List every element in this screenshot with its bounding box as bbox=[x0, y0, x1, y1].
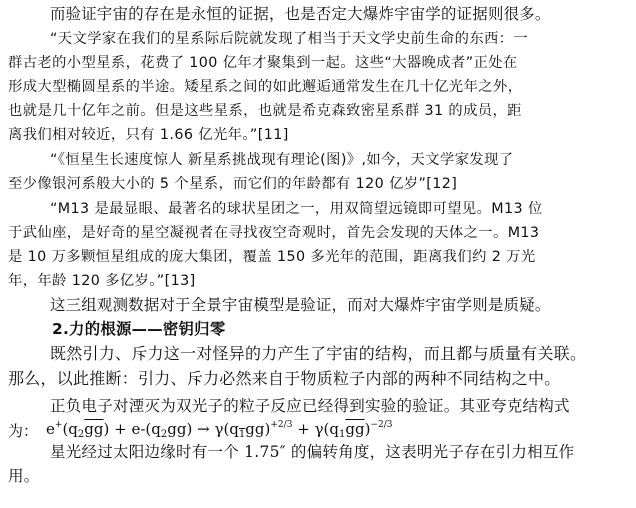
paragraph-4-line-1: 正负电子对湮灭为双光子的粒子反应已经得到实验的验证。其亚夸克结构式 bbox=[50, 397, 570, 415]
formula-label: 为： bbox=[8, 422, 39, 440]
quote-1-line-3: 形成大型椭圆星系的半途。矮星系之间的如此邂逅通常发生在几十亿光年之外， bbox=[8, 79, 523, 95]
quote-3-line-4: 年，年龄 120 多亿岁。”[13] bbox=[8, 273, 196, 289]
quote-3-line-1: “M13 是最显眼、最著名的球状星团之一，用双筒望远镜即可望见。M13 位 bbox=[50, 201, 543, 217]
quote-1-line-4: 也就是几十亿年之前。但是这些星系，也就是希克森致密星系群 31 的成员，距 bbox=[8, 103, 522, 119]
quark-formula bbox=[8, 402, 628, 442]
quote-2-line-1: “《恒星生长速度惊人 新星系挑战现有理论(图)》,如今，天文学家发现了 bbox=[50, 152, 514, 168]
quote-1-line-1: “天文学家在我们的星系际后院就发现了相当于天文学史前生命的东西：一 bbox=[50, 31, 529, 47]
paragraph-1: 而验证宇宙的存在是永恒的证据，也是否定大爆炸宇宙学的证据则很多。 bbox=[50, 5, 551, 23]
quote-3-line-2: 于武仙座，是好奇的星空凝视者在寻找夜空奇观时，首先会发现的天体之一。M13 bbox=[8, 225, 540, 241]
quote-1-line-2: 群古老的小型星系，花费了 100 亿年才聚集到一起。这些“大器晚成者”正处在 bbox=[8, 55, 518, 71]
paragraph-3-line-1: 既然引力、斥力这一对怪异的力产生了宇宙的结构，而且都与质量有关联。 bbox=[50, 344, 587, 363]
paragraph-5-line-1: 星光经过太阳边缘时有一个 1.75″ 的偏转角度，这表明光子存在引力相互作 bbox=[50, 443, 575, 461]
formula-expression: $e^+(q_2\overline{gg}) + e-(q_2gg) \to \gamma(q_1gg)^{+2/3} + \gamma(q_1\overline{gg})^{-2/3}$ bbox=[46, 420, 393, 440]
section-heading: 2.力的根源——密钥归零 bbox=[52, 320, 226, 338]
paragraph-2: 这三组观测数据对于全景宇宙模型是验证，而对大爆炸宇宙学则是质疑。 bbox=[50, 296, 551, 314]
quote-3-line-3: 是 10 万多颗恒星组成的庞大集团，覆盖 150 多光年的范围，距离我们约 2 万光 bbox=[8, 249, 536, 265]
paragraph-3-line-2: 那么，以此推断：引力、斥力必然来自于物质粒子内部的两种不同结构之中。 bbox=[8, 369, 561, 388]
quote-1-line-5: 离我们相对较近，只有 1.66 亿光年。”[11] bbox=[8, 127, 289, 143]
paragraph-5-line-2: 用。 bbox=[8, 467, 40, 485]
quote-2-line-2: 至少像银河系般大小的 5 个星系，而它们的年龄都有 120 亿岁”[12] bbox=[8, 176, 458, 192]
